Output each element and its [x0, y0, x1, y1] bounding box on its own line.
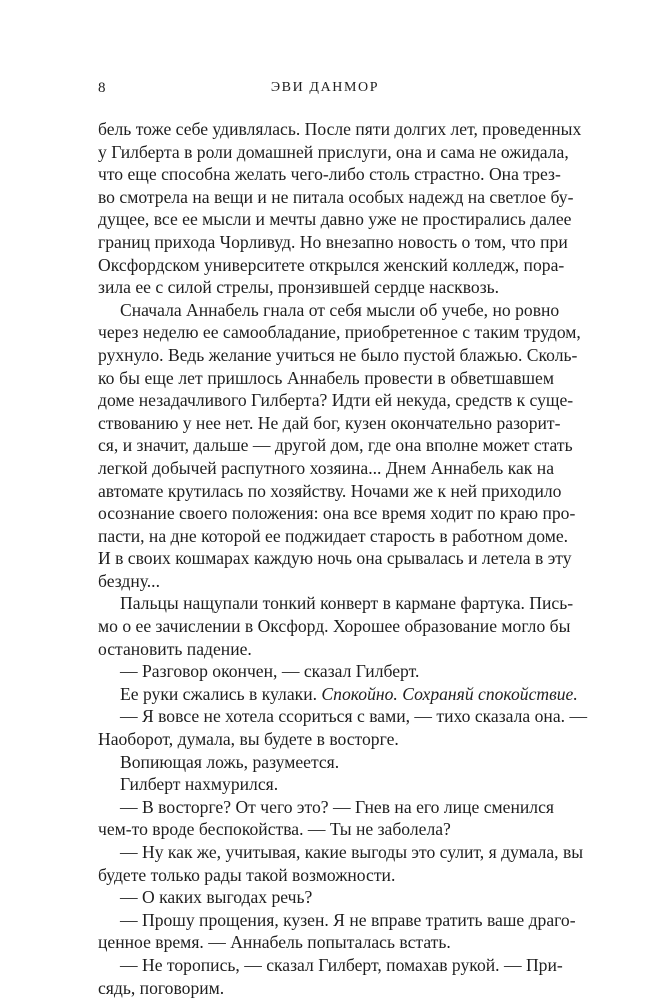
text-line — [98, 931, 554, 954]
text-line-content: — Ну как же, учитывая, какие выгоды это сулит, я думала, вы — [120, 842, 584, 862]
text-line — [98, 977, 554, 1000]
text-line-content: ко бы еще лет пришлось Аннабель провести в обветшавшем — [98, 367, 554, 388]
text-line-content: — В восторге? От чего это? — Гнев на его лице сменился — [120, 796, 554, 817]
text-line — [98, 615, 571, 638]
text-line-content: что еще способна желать чего-либо столь страстно. Она трез- — [98, 164, 561, 185]
italic-thought: Спокойно. Сохраняй спокойствие. — [321, 683, 578, 704]
text-line-content: осознание своего положения: она все время ходит по краю про- — [98, 503, 576, 524]
text-line — [98, 818, 554, 841]
text-line — [98, 208, 572, 231]
text-line — [98, 525, 569, 548]
text-line — [98, 660, 554, 683]
text-line — [98, 773, 554, 796]
text-line — [98, 886, 554, 909]
text-line-content: у Гилберта в роли домашней прислуги, она и сама не ожидала, — [98, 141, 569, 162]
text-line — [98, 683, 578, 706]
text-line — [98, 728, 554, 751]
text-line — [98, 457, 554, 480]
text-line-content: бель тоже себе удивлялась. После пяти долгих лет, проведенных — [98, 119, 582, 139]
text-line — [98, 344, 578, 367]
body-text — [98, 118, 588, 999]
text-line-content: чем-то вроде беспокойства. — Ты не заболела? — [98, 819, 451, 840]
text-line — [98, 389, 574, 412]
text-line-content: рухнуло. Ведь желание учиться не было пустой блажью. Сколь- — [98, 344, 578, 365]
text-line-content: — Разговор окончен, — сказал Гилберт. — [120, 661, 420, 682]
text-line — [98, 412, 561, 435]
text-line-content: мо о ее зачислении в Оксфорд. Хорошее образование могло бы — [98, 616, 571, 637]
text-line — [98, 231, 568, 254]
text-line — [98, 841, 584, 864]
text-line — [98, 367, 554, 390]
text-line — [98, 118, 582, 141]
text-line — [98, 299, 560, 322]
text-line-content: ценное время. — Аннабель попыталась встать. — [98, 932, 451, 953]
text-line — [98, 502, 576, 525]
text-line — [98, 434, 573, 457]
text-line-content: через неделю ее самообладание, приобретенное с таким трудом, — [98, 322, 581, 343]
text-line — [98, 705, 588, 728]
text-line — [98, 909, 576, 932]
text-line — [98, 751, 554, 774]
text-line-content: Пальцы нащупали тонкий конверт в кармане фартука. Пись- — [120, 593, 574, 614]
text-line-content: ся, и значит, дальше — другой дом, где она вполне может стать — [98, 435, 573, 456]
text-line — [98, 954, 563, 977]
text-line-content: доме незадачливого Гилберта? Идти ей некуда, средств к суще- — [98, 390, 574, 411]
text-line — [98, 864, 554, 887]
text-line-content: — Прошу прощения, кузен. Я не вправе тратить ваше драго- — [120, 909, 576, 930]
text-line-content: Ее руки сжались в кулаки. — [120, 683, 322, 704]
text-line — [98, 796, 554, 819]
text-line-content: Оксфордском университете открылся женский колледж, пора- — [98, 254, 565, 275]
text-line-content: пасти, на дне которой ее поджидает старость в работном доме. — [98, 525, 569, 546]
text-line-content: сядь, поговорим. — [98, 977, 225, 998]
text-line-content: остановить падение. — [98, 638, 252, 659]
text-line — [98, 570, 554, 593]
text-line-content: дущее, все ее мысли и мечты давно уже не простирались далее — [98, 209, 572, 230]
text-line-content: Наоборот, думала, вы будете в восторге. — [98, 729, 399, 750]
text-line-content: бездну... — [98, 570, 160, 591]
text-line-content: И в своих кошмарах каждую ночь она срывалась и летела в эту — [98, 548, 572, 569]
text-line — [98, 254, 565, 277]
page-header — [98, 78, 552, 98]
text-line-content: ствованию у нее нет. Не дай бог, кузен окончательно разорит- — [98, 412, 561, 433]
text-line-content: во смотрела на вещи и не питала особых надежд на светлое бу- — [98, 186, 574, 207]
page-number: 8 — [98, 80, 106, 96]
text-line-content: — Не торопись, — сказал Гилберт, помахав рукой. — При- — [120, 954, 563, 975]
text-line — [98, 163, 561, 186]
text-line — [98, 480, 562, 503]
text-line-content: Вопиющая ложь, разумеется. — [120, 751, 340, 772]
text-line-content: зила ее с силой стрелы, пронзившей сердце насквозь. — [98, 277, 500, 298]
text-line-content: будете только рады такой возможности. — [98, 864, 396, 885]
text-line-content: легкой добычей распутного хозяина... Днем Аннабель как на — [98, 457, 554, 478]
text-line-content: — Я вовсе не хотела ссориться с вами, — тихо сказала она. — — [120, 706, 588, 727]
text-line — [98, 186, 574, 209]
text-line — [98, 547, 572, 570]
running-head-author: ЭВИ ДАНМОР — [270, 80, 380, 95]
text-line-content: — О каких выгодах речь? — [120, 887, 313, 908]
text-line — [98, 321, 581, 344]
text-line — [98, 638, 554, 661]
text-line — [98, 592, 574, 615]
text-line — [98, 276, 554, 299]
text-line-content: границ прихода Чорливуд. Но внезапно новость о том, что при — [98, 231, 568, 252]
text-line — [98, 141, 569, 164]
text-line-content: Гилберт нахмурился. — [120, 774, 279, 795]
text-line-content: Сначала Аннабель гнала от себя мысли об учебе, но ровно — [120, 299, 560, 320]
text-line-content: автомате крутилась по хозяйству. Ночами же к ней приходило — [98, 480, 562, 501]
